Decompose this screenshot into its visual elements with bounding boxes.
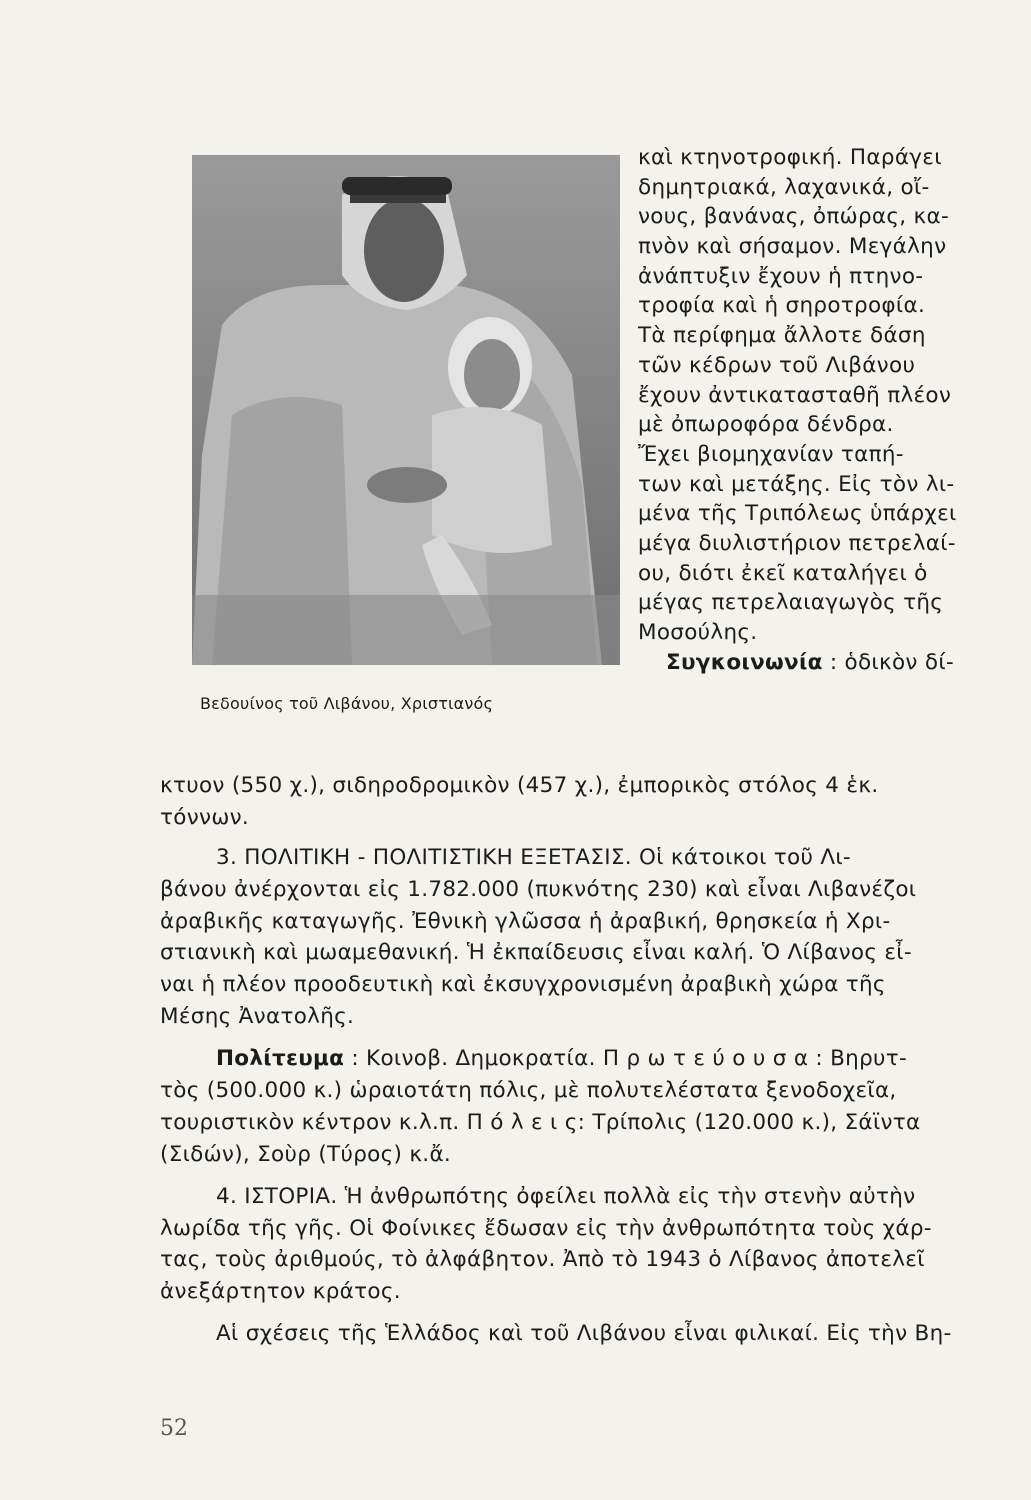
text-line: ἔχουν ἀντικατασταθῆ πλέον [638,382,952,408]
text-line: στιανικὴ καὶ μωαμεθανική. Ἡ ἐκπαίδευσις εἶναι καλή. Ὁ Λίβανος εἶ- [160,940,912,966]
text-line: καὶ κτηνοτροφική. Παράγει [638,145,942,170]
communication-text: : ὁδικὸν δί- [822,649,954,675]
text-line: μὲ ὀπωροφόρα δένδρα. [638,412,894,438]
photo-caption: Βεδουίνος τοῦ Λιβάνου, Χριστιανός [200,694,494,713]
communication-heading: Συγκοινωνία [666,649,823,675]
text-line: ναι ἡ πλέον προοδευτικὴ καὶ ἐκσυγχρονισμένη ἀραβικὴ χώρα τῆς [160,972,886,998]
communication-line [638,648,983,678]
text-line: Ἔχει βιομηχανίαν ταπή- [638,441,904,467]
text-line: μένα τῆς Τριπόλεως ὑπάρχει [638,501,957,527]
section-3-text: 3. ΠΟΛΙΤΙΚΗ - ΠΟΛΙΤΙΣΤΙΚΗ ΕΞΕΤΑΣΙΣ. Οἱ κάτοικοι τοῦ Λι- [216,844,851,870]
text-line: των καὶ μετάξης. Εἰς τὸν λι- [638,471,955,497]
text-line: Τὰ περίφημα ἄλλοτε δάση [638,323,926,349]
government-heading: Πολίτευμα [216,1046,345,1072]
full-width-text [160,770,988,1350]
text-line: μέγα διυλιστήριον πετρελαί- [638,530,956,556]
section-4-text: 4. ΙΣΤΟΡΙΑ. Ἡ ἀνθρωπότης ὀφείλει πολλὰ εἰς τὴν στενὴν αὐτὴν [216,1183,916,1209]
text-line: (Σιδών), Σοὺρ (Τύρος) κ.ἄ. [160,1141,452,1167]
government-line [160,1043,988,1075]
text-line: ἀνάπτυξιν ἔχουν ἡ πτηνο- [638,263,924,289]
photo-illustration [192,155,620,665]
bedouin-with-child-photo [192,155,620,665]
text-line: νους, βανάνας, ὀπώρας, κα- [638,204,950,230]
text-line: τροφία καὶ ἡ σηροτροφία. [638,293,926,319]
text-line: δημητριακά, λαχανικά, οἴ- [638,174,930,200]
right-column-text [638,143,983,677]
text-line: πνὸν καὶ σήσαμον. Μεγάλην [638,234,947,260]
text-line: ἀνεξάρτητον κράτος. [160,1279,401,1305]
text-line: λωρίδα τῆς γῆς. Οἱ Φοίνικες ἔδωσαν εἰς τὴν ἀνθρωπότητα τοὺς χάρ- [160,1215,932,1241]
text-line: βάνου ἀνέρχονται εἰς 1.782.000 (πυκνότης 230) καὶ εἶναι Λιβανέζοι [160,876,917,902]
text-line: ἀραβικῆς καταγωγῆς. Ἐθνικὴ γλῶσσα ἡ ἀραβική, θρησκεία ἡ Χρι- [160,908,891,934]
text-line: Μέσης Ἀνατολῆς. [160,1004,355,1030]
text-line: τουριστικὸν κέντρον κ.λ.π. Π ό λ ε ι ς: Τρίπολις (120.000 κ.), Σάϊντα [160,1109,921,1135]
text-line: τῶν κέδρων τοῦ Λιβάνου [638,352,916,378]
text-line: τὸς (500.000 κ.) ὡραιοτάτη πόλις, μὲ πολυτελέστατα ξενοδοχεῖα, [160,1078,897,1104]
relations-text: Αἱ σχέσεις τῆς Ἑλλάδος καὶ τοῦ Λιβάνου εἶναι φιλικαί. Εἰς τὴν Βη- [216,1321,952,1347]
government-text: : Κοινοβ. Δημοκρατία. Π ρ ω τ ε ύ ο υ σ α : Βηρυτ- [344,1046,908,1072]
text-line: τόννων. [160,804,250,830]
section-4-heading-line [160,1181,988,1213]
relations-line [160,1318,988,1350]
text-line: ου, διότι ἐκεῖ καταλήγει ὁ [638,560,928,586]
text-line: μέγας πετρελαιαγωγὸς τῆς [638,590,944,616]
page-number: 52 [160,1416,188,1441]
text-line: τας, τοὺς ἀριθμούς, τὸ ἀλφάβητον. Ἀπὸ τὸ 1943 ὁ Λίβανος ἀποτελεῖ [160,1247,925,1273]
text-line: Μοσούλης. [638,620,758,645]
text-line: κτυον (550 χ.), σιδηροδρομικὸν (457 χ.), ἐμπορικὸς στόλος 4 ἑκ. [160,773,879,798]
section-3-heading-line [160,842,988,874]
